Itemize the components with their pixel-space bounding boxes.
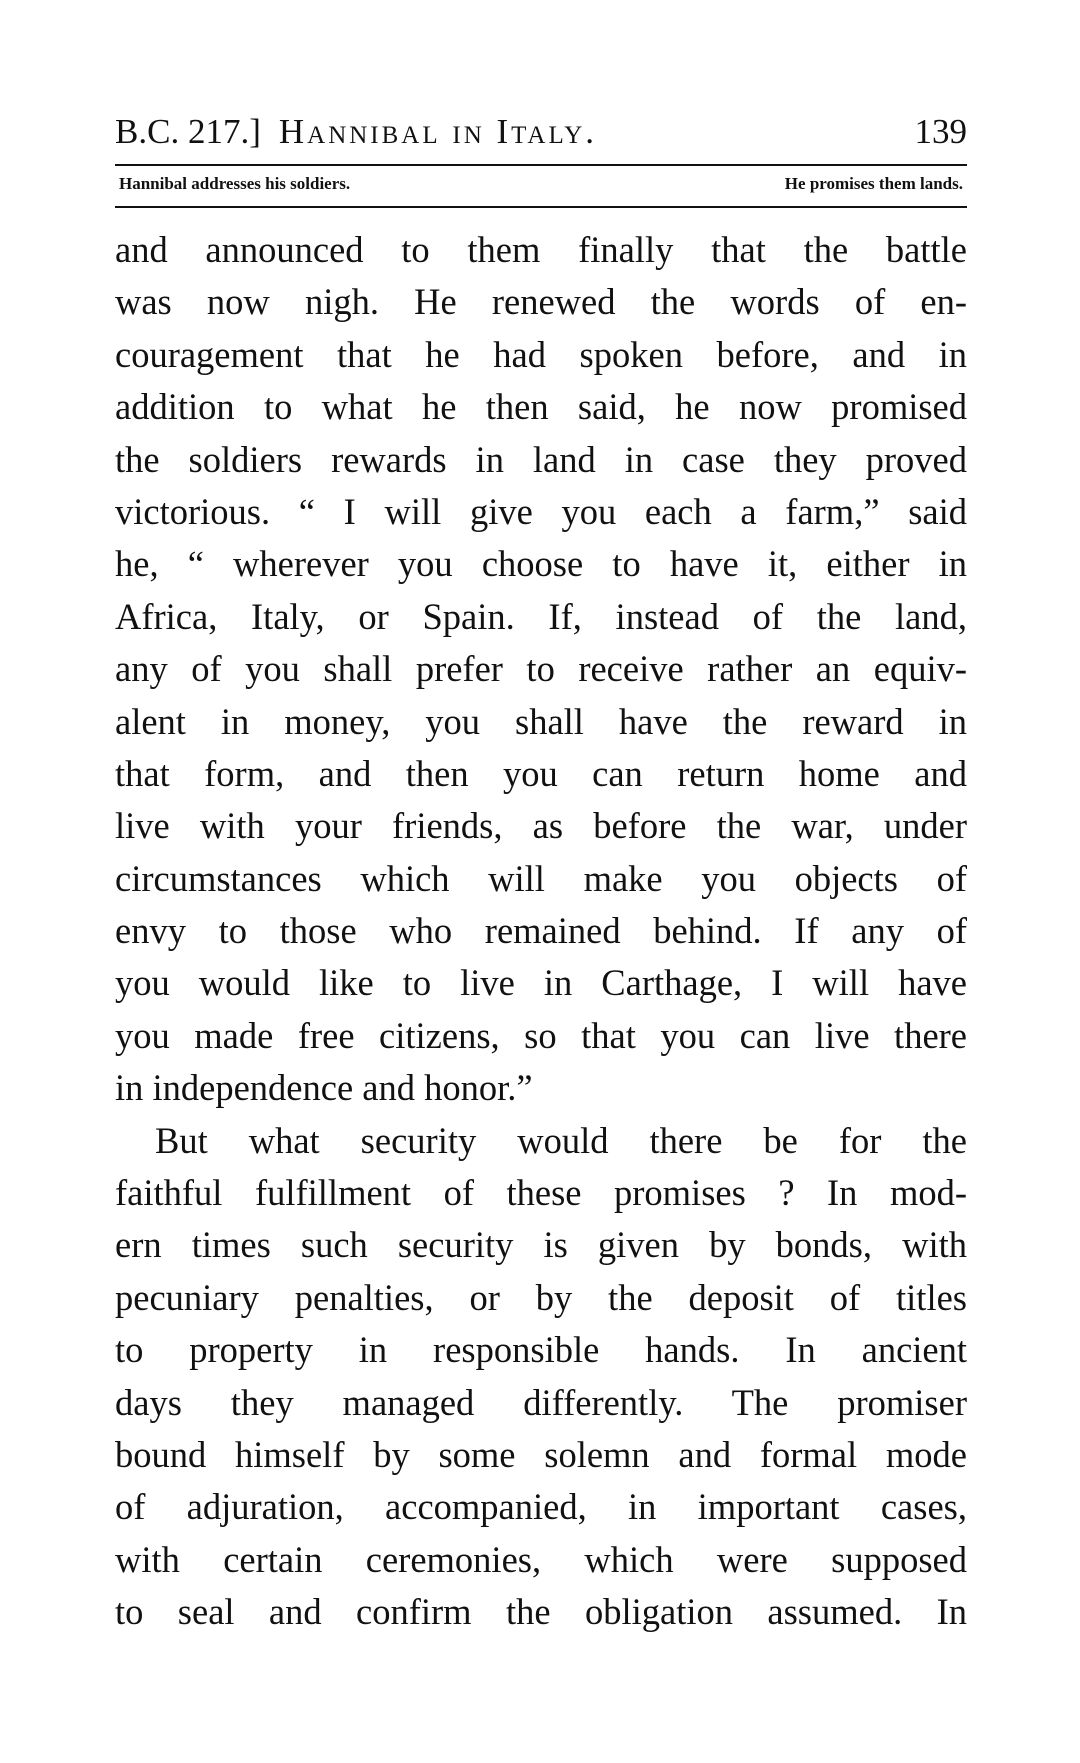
text-line: to seal and confirm the obligation assumed. In: [115, 1591, 967, 1633]
text-line: any of you shall prefer to receive rather an equiv-: [115, 648, 967, 690]
running-head-title: Hannibal in Italy.: [278, 112, 598, 151]
text-line: of adjuration, accompanied, in important cases,: [115, 1486, 967, 1528]
text-line: bound himself by some solemn and formal mode: [115, 1433, 967, 1475]
text-line: ern times such security is given by bonds, with: [115, 1224, 967, 1266]
text-line: circumstances which will make you objects of: [115, 857, 967, 899]
paragraph-2: [115, 1115, 967, 1639]
text-line: and announced to them finally that the battle: [115, 229, 967, 270]
text-line: Africa, Italy, or Spain. If, instead of the land,: [115, 595, 967, 637]
side-heading-right: He promises them lands.: [784, 174, 963, 193]
text-line: pecuniary penalties, or by the deposit of titles: [115, 1276, 967, 1318]
side-heading-left: Hannibal addresses his soldiers.: [119, 174, 351, 193]
text-line: you made free citizens, so that you can live there: [115, 1014, 967, 1056]
text-line: envy to those who remained behind. If any of: [115, 910, 967, 952]
text-line: But what security would there be for the: [155, 1119, 967, 1161]
text-line: to property in responsible hands. In ancient: [115, 1329, 967, 1371]
text-line: with certain ceremonies, which were supposed: [115, 1538, 967, 1580]
text-line: victorious. “ I will give you each a farm,” said: [115, 490, 967, 532]
paragraph-1: [115, 224, 967, 1115]
side-heading-rule: [115, 206, 967, 208]
text-line: you would like to live in Carthage, I will have: [115, 962, 967, 1004]
text-line: live with your friends, as before the war, under: [115, 805, 967, 847]
running-head-left: [115, 110, 597, 154]
text-line: in independence and honor.”: [115, 1067, 533, 1109]
text-line: was now nigh. He renewed the words of en-: [115, 281, 967, 323]
text-line: couragement that he had spoken before, and in: [115, 333, 967, 375]
text-line: days they managed differently. The promiser: [115, 1381, 967, 1423]
header-rule: [115, 164, 967, 166]
text-line: addition to what he then said, he now promised: [115, 386, 967, 428]
book-page: [115, 110, 967, 1639]
text-line: alent in money, you shall have the reward in: [115, 700, 967, 742]
side-headings: [115, 172, 967, 196]
text-line: the soldiers rewards in land in case they proved: [115, 438, 967, 480]
body-text: [115, 224, 967, 1639]
text-line: that form, and then you can return home and: [115, 752, 967, 794]
running-head-date: B.C. 217.]: [115, 112, 261, 151]
running-head: [115, 110, 967, 154]
text-line: he, “ wherever you choose to have it, either in: [115, 543, 967, 585]
text-line: faithful fulfillment of these promises ? In mod-: [115, 1172, 967, 1214]
page-number: 139: [914, 112, 967, 151]
